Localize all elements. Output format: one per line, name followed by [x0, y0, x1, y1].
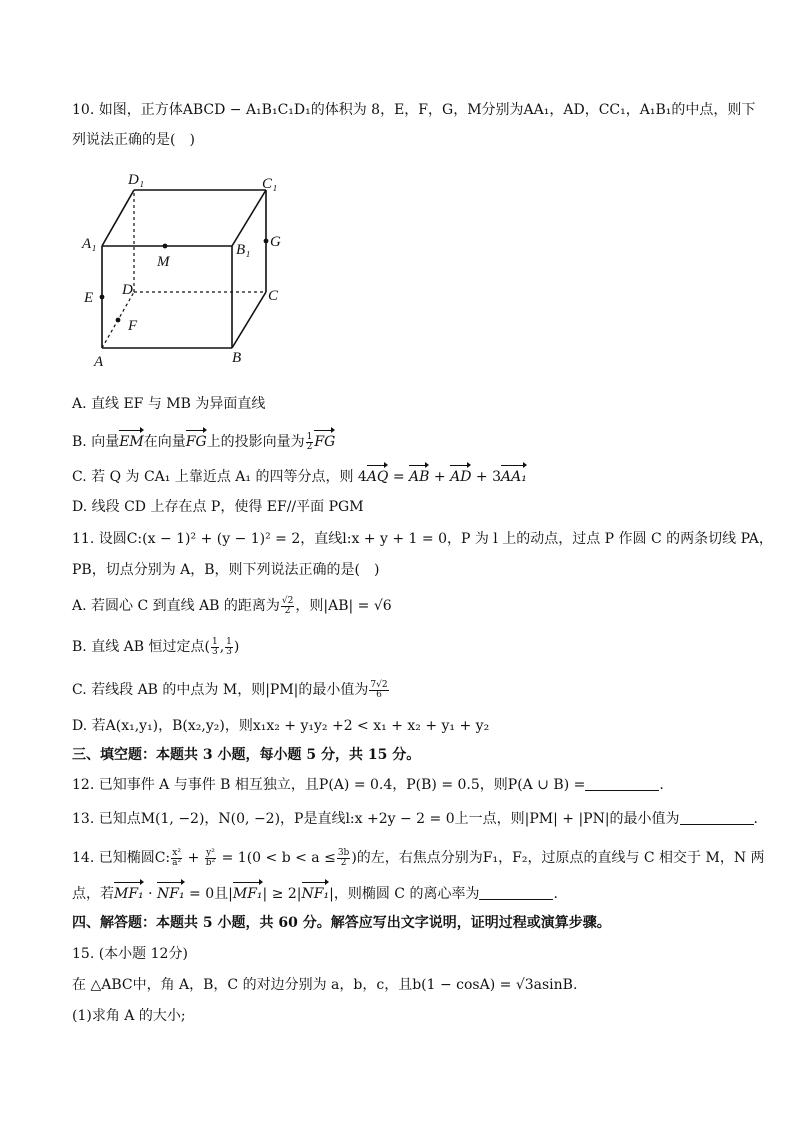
q10-stem-line2: 列说法正确的是( )	[72, 132, 195, 148]
q14-line1: 14. 已知椭圆C: $\frac{\text{x²}}{\text{a²}}$ + $\frac{\text{y²}}{\text{b²}}$ = 1(0 < b < a ≤ $\frac{3b}{2}$ )的左，右焦点分别为F₁，F₂，过原点的直线与 C 相交于 M，N 两	[72, 847, 765, 868]
q15-part-1: (1)求角 A 的大小;	[72, 1008, 186, 1024]
section-3-heading: 三、填空题：本题共 3 小题，每小题 5 分，共 15 分。	[72, 747, 421, 763]
label-M: M	[157, 254, 170, 270]
q10-option-b: B. 向量EM在向量FG上的投影向量为 $\frac{1}{2}$ FG	[72, 429, 335, 452]
point-F	[116, 318, 121, 323]
q11-option-b: B. 直线 AB 恒过定点( $\frac{1}{3}$ , $\frac{1}{3}$ )	[72, 636, 240, 657]
q10-option-c: C. 若 Q 为 CA₁ 上靠近点 A₁ 的四等分点，则 4AQ = AB + AD + 3AA₁	[72, 464, 527, 487]
label-C1: C₁	[262, 176, 278, 192]
point-E	[100, 295, 105, 300]
q11-option-c: C. 若线段 AB 的中点为 M，则|PM|的最小值为 $\frac{7√2}{6}$	[72, 679, 388, 700]
label-D: D	[122, 282, 133, 298]
label-F: F	[128, 318, 138, 334]
q11-stem-line1: 11. 设圆C:(x − 1)² + (y − 1)² = 2，直线l:x + y + 1 = 0，P 为 l 上的动点，过点 P 作圆 C 的两条切线 PA，	[72, 531, 773, 547]
point-G	[264, 239, 269, 244]
label-A: A	[94, 354, 104, 370]
q10-option-a: A. 直线 EF 与 MB 为异面直线	[72, 396, 266, 412]
q11-stem-line2: PB，切点分别为 A，B，则下列说法正确的是( )	[72, 562, 380, 578]
edge-B-C	[232, 292, 266, 348]
q11-option-a: A. 若圆心 C 到直线 AB 的距离为 $\frac{√2}{2}$ ，则|AB| = √6	[72, 595, 392, 616]
label-D1: D₁	[128, 172, 145, 188]
label-B: B	[232, 350, 242, 366]
label-G: G	[270, 234, 281, 250]
label-A1: A₁	[82, 236, 97, 252]
point-M	[163, 244, 168, 249]
q12: 12. 已知事件 A 与事件 B 相互独立，且P(A) = 0.4，P(B) = 0.5，则P(A ∪ B) = .	[72, 777, 664, 793]
label-E: E	[84, 290, 94, 306]
q13-answer-blank	[680, 812, 754, 825]
section-4-heading: 四、解答题：本题共 5 小题，共 60 分。解答应写出文字说明，证明过程或演算步骤。	[72, 915, 611, 931]
q10-option-d: D. 线段 CD 上存在点 P，使得 EF//平面 PGM	[72, 499, 364, 515]
q15-stem: 在 △ABC中，角 A，B，C 的对边分别为 a，b，c，且b(1 − cosA) = √3asinB.	[72, 977, 578, 993]
q10-stem-line1: 10. 如图，正方体ABCD − A₁B₁C₁D₁的体积为 8，E，F，G，M分别为AA₁，AD，CC₁，A₁B₁的中点，则下	[72, 102, 756, 118]
q14-answer-blank	[479, 887, 553, 900]
q13: 13. 已知点M(1, −2)，N(0, −2)，P是直线l:x +2y − 2 = 0上一点，则|PM| + |PN|的最小值为 .	[72, 811, 758, 827]
q11-option-d: D. 若A(x₁,y₁)，B(x₂,y₂)，则x₁x₂ + y₁y₂ +2 < x₁ + x₂ + y₁ + y₂	[72, 718, 490, 734]
label-B1: B₁	[236, 242, 251, 258]
q12-answer-blank	[585, 778, 659, 791]
q14-line2: 点，若MF₁ · NF₁ = 0且|MF₁| ≥ 2|NF₁|，则椭圆 C 的离心率为 .	[72, 881, 558, 904]
label-C: C	[268, 288, 279, 304]
edge-A1-D1	[102, 190, 134, 246]
edge-B1-C1	[232, 190, 266, 246]
q15-header: 15. (本小题 12分)	[72, 946, 188, 962]
cube-figure	[72, 162, 302, 384]
